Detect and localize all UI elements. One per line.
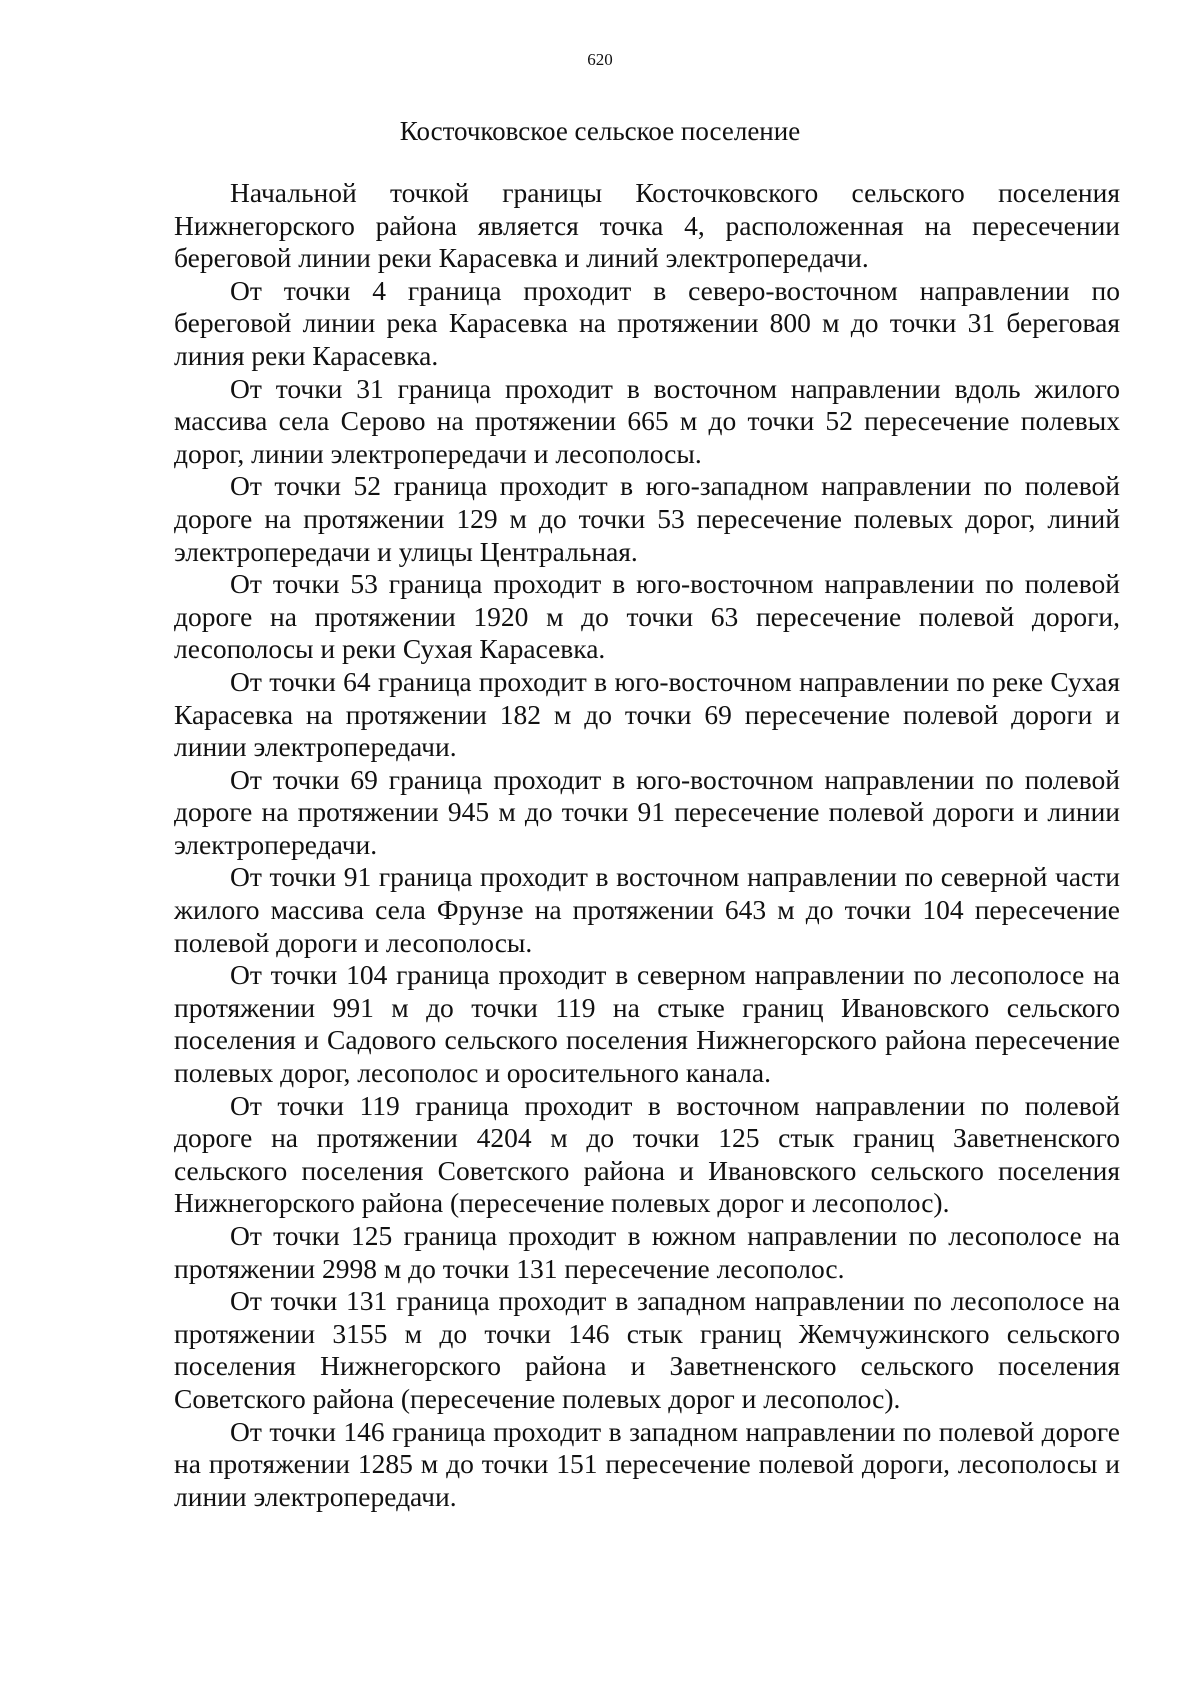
page-title: Косточковское сельское поселение (399, 116, 801, 146)
paragraph: От точки 125 граница проходит в южном направлении по лесополосе на протяжении 2998 м до точки 131 пересечение лесополос. (174, 1220, 1120, 1284)
page-number: 620 (587, 50, 613, 69)
paragraph: От точки 31 граница проходит в восточном направлении вдоль жилого массива села Серово на протяжении 665 м до точки 52 пересечение полевых дорог, линии электропередачи и лесополосы. (174, 372, 1120, 469)
paragraph: От точки 52 граница проходит в юго-западном направлении по полевой дороге на протяжении 129 м до точки 53 пересечение полевых дорог, линий электропередачи и улицы Центральная. (174, 470, 1120, 567)
paragraph: От точки 119 граница проходит в восточном направлении по полевой дороге на протяжении 4204 м до точки 125 стык границ Заветненского сельского поселения Советского района и Ивановского сельского поселения Нижнегорского района (пересечение полевых дорог и лесополос). (174, 1089, 1120, 1219)
document-body (174, 177, 1120, 1513)
paragraph: От точки 53 граница проходит в юго-восточном направлении по полевой дороге на протяжении 1920 м до точки 63 пересечение полевой дороги, лесополосы и реки Сухая Карасевка. (174, 568, 1120, 665)
paragraph: От точки 91 граница проходит в восточном направлении по северной части жилого массива села Фрунзе на протяжении 643 м до точки 104 пересечение полевой дороги и лесополосы. (174, 861, 1120, 958)
paragraph: Начальной точкой границы Косточковского сельского поселения Нижнегорского района является точка 4, расположенная на пересечении береговой линии реки Карасевка и линий электропередачи. (174, 177, 1120, 274)
paragraph: От точки 69 граница проходит в юго-восточном направлении по полевой дороге на протяжении 945 м до точки 91 пересечение полевой дороги и линии электропередачи. (174, 763, 1120, 860)
paragraph: От точки 104 граница проходит в северном направлении по лесополосе на протяжении 991 м до точки 119 на стыке границ Ивановского сельского поселения и Садового сельского поселения Нижнегорского района пересечение полевых дорог, лесополос и оросительного канала. (174, 959, 1120, 1089)
paragraph: От точки 4 граница проходит в северо-восточном направлении по береговой линии река Карасевка на протяжении 800 м до точки 31 береговая линия реки Карасевка. (174, 274, 1120, 371)
paragraph: От точки 146 граница проходит в западном направлении по полевой дороге на протяжении 1285 м до точки 151 пересечение полевой дороги, лесополосы и линии электропередачи. (174, 1415, 1120, 1512)
paragraph: От точки 131 граница проходит в западном направлении по лесополосе на протяжении 3155 м до точки 146 стык границ Жемчужинского сельского поселения Нижнегорского района и Заветненского сельского поселения Советского района (пересечение полевых дорог и лесополос). (174, 1285, 1120, 1414)
paragraph: От точки 64 граница проходит в юго-восточном направлении по реке Сухая Карасевка на протяжении 182 м до точки 69 пересечение полевой дороги и линии электропередачи. (174, 665, 1120, 763)
